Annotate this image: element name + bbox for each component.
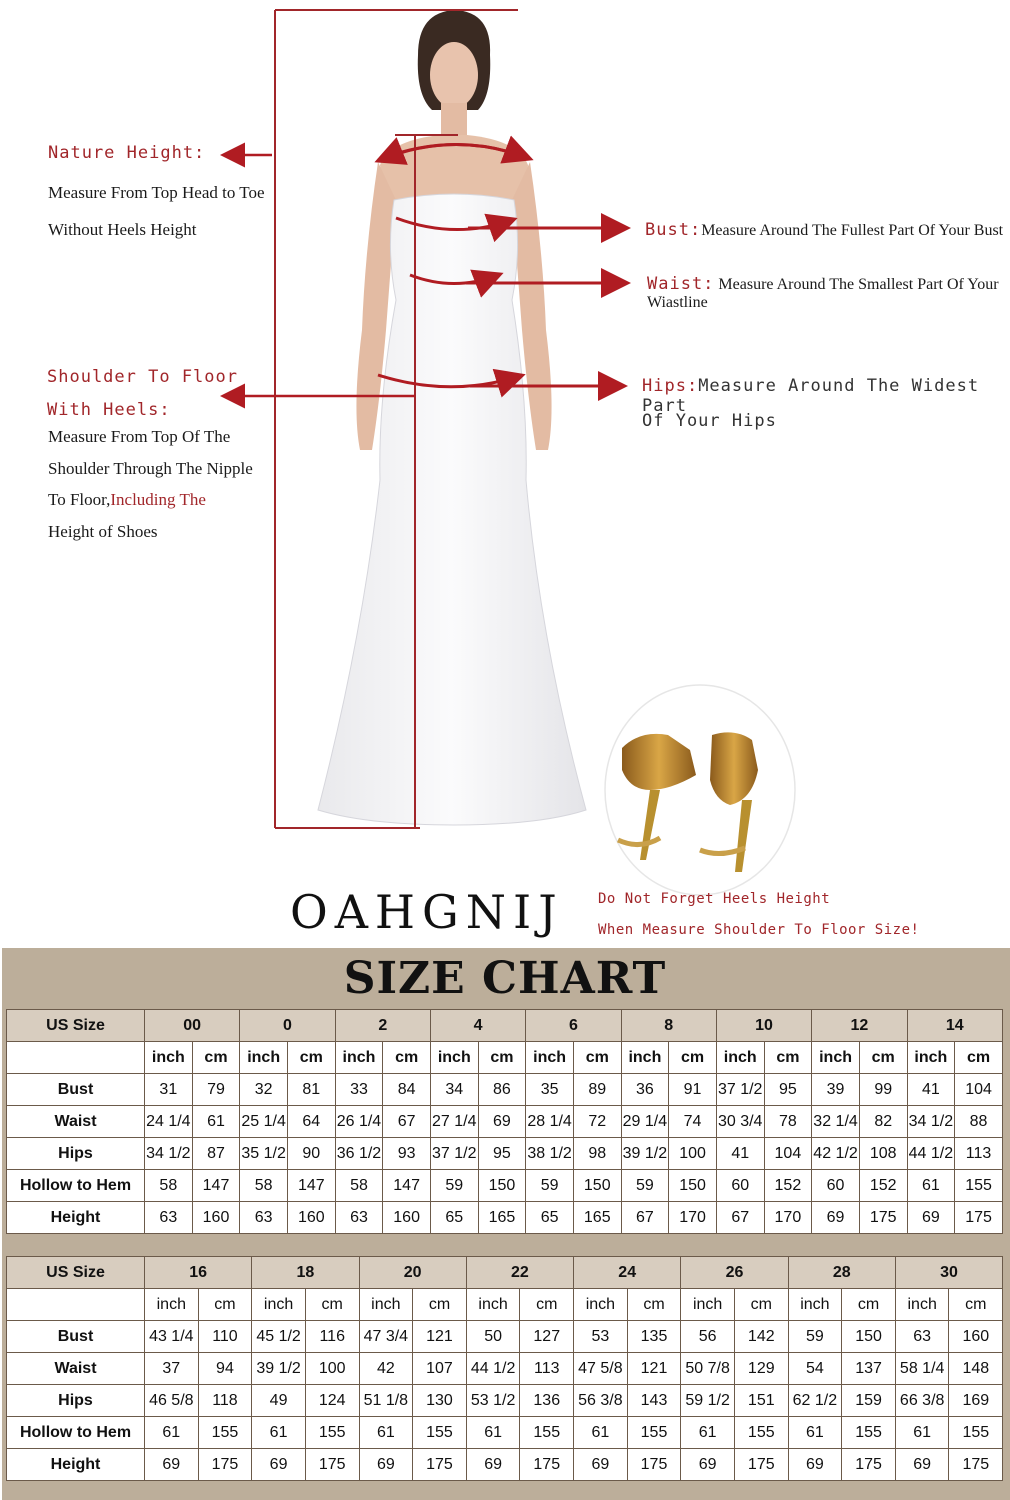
- unit-cm: cm: [669, 1042, 717, 1074]
- table-cell: 53: [574, 1321, 628, 1353]
- size-header-cell: 26: [681, 1257, 788, 1289]
- unit-cm: cm: [305, 1289, 359, 1321]
- unit-cm: cm: [949, 1289, 1003, 1321]
- table-cell: 59 1/2: [681, 1385, 735, 1417]
- table-cell: 124: [305, 1385, 359, 1417]
- table-cell: 175: [198, 1449, 252, 1481]
- table-cell: 74: [669, 1106, 717, 1138]
- table-cell: 25 1/4: [240, 1106, 288, 1138]
- table-cell: 56: [681, 1321, 735, 1353]
- table-row: [7, 1106, 1003, 1138]
- unit-cm: cm: [413, 1289, 467, 1321]
- table-cell: 46 5/8: [145, 1385, 199, 1417]
- unit-cm: cm: [383, 1042, 431, 1074]
- table-cell: 170: [764, 1202, 812, 1234]
- table-cell: 69: [466, 1449, 520, 1481]
- table-cell: 108: [859, 1138, 907, 1170]
- unit-inch: inch: [574, 1289, 628, 1321]
- table-cell: 118: [198, 1385, 252, 1417]
- table-cell: 65: [526, 1202, 574, 1234]
- waist-label: Waist:: [647, 274, 715, 294]
- unit-cm: cm: [764, 1042, 812, 1074]
- table-cell: 93: [383, 1138, 431, 1170]
- table-cell: 53 1/2: [466, 1385, 520, 1417]
- table-row: [7, 1138, 1003, 1170]
- table-cell: 104: [764, 1138, 812, 1170]
- bust-annotation: [645, 220, 1003, 240]
- table-cell: 51 1/8: [359, 1385, 413, 1417]
- table-row: [7, 1417, 1003, 1449]
- table-cell: 65: [430, 1202, 478, 1234]
- size-header-row: [7, 1010, 1003, 1042]
- table-cell: 147: [192, 1170, 240, 1202]
- shoulder-floor-desc-3b: Including The: [110, 490, 206, 509]
- table-cell: 61: [907, 1170, 955, 1202]
- table-cell: 94: [198, 1353, 252, 1385]
- unit-inch: inch: [145, 1289, 199, 1321]
- size-header-cell: 16: [145, 1257, 252, 1289]
- size-header-cell: 22: [466, 1257, 573, 1289]
- unit-inch: inch: [716, 1042, 764, 1074]
- table-cell: 34 1/2: [145, 1138, 193, 1170]
- waist-desc: Measure Around The Smallest Part Of Your Wiastline: [647, 276, 999, 311]
- table-cell: 130: [413, 1385, 467, 1417]
- table-cell: 99: [859, 1074, 907, 1106]
- table-cell: 69: [574, 1449, 628, 1481]
- table-cell: 150: [669, 1170, 717, 1202]
- table-cell: 50 7/8: [681, 1353, 735, 1385]
- table-cell: 35 1/2: [240, 1138, 288, 1170]
- size-header-cell: 12: [812, 1010, 907, 1042]
- unit-cm: cm: [198, 1289, 252, 1321]
- table-cell: 148: [949, 1353, 1003, 1385]
- table-cell: 36 1/2: [335, 1138, 383, 1170]
- table-cell: 81: [287, 1074, 335, 1106]
- table-cell: 155: [734, 1417, 788, 1449]
- row-label: Hips: [7, 1385, 145, 1417]
- row-label: Waist: [7, 1106, 145, 1138]
- table-cell: 107: [413, 1353, 467, 1385]
- table-cell: 33: [335, 1074, 383, 1106]
- table-cell: 67: [383, 1106, 431, 1138]
- table-cell: 56 3/8: [574, 1385, 628, 1417]
- table-cell: 175: [413, 1449, 467, 1481]
- shoulder-floor-desc-3: [48, 490, 206, 510]
- table-cell: 175: [859, 1202, 907, 1234]
- size-chart-title: SIZE CHART: [343, 953, 667, 1004]
- table-cell: 142: [734, 1321, 788, 1353]
- table-cell: 37 1/2: [430, 1138, 478, 1170]
- table-cell: 137: [842, 1353, 896, 1385]
- unit-inch: inch: [621, 1042, 669, 1074]
- table-cell: 129: [734, 1353, 788, 1385]
- unit-inch: inch: [466, 1289, 520, 1321]
- unit-corner: [7, 1289, 145, 1321]
- table-cell: 44 1/2: [907, 1138, 955, 1170]
- table-cell: 169: [949, 1385, 1003, 1417]
- row-label: Height: [7, 1449, 145, 1481]
- table-cell: 32: [240, 1074, 288, 1106]
- unit-inch: inch: [252, 1289, 306, 1321]
- table-cell: 30 3/4: [716, 1106, 764, 1138]
- row-label: Hollow to Hem: [7, 1170, 145, 1202]
- table-cell: 110: [198, 1321, 252, 1353]
- table-cell: 58: [240, 1170, 288, 1202]
- unit-inch: inch: [812, 1042, 860, 1074]
- table-cell: 113: [520, 1353, 574, 1385]
- hips-desc: Measure Around The Widest Part: [642, 376, 980, 416]
- shoulder-floor-desc-2: Shoulder Through The Nipple: [48, 459, 253, 478]
- unit-inch: inch: [335, 1042, 383, 1074]
- shoulder-floor-desc-4: Height of Shoes: [48, 522, 158, 541]
- table-cell: 155: [198, 1417, 252, 1449]
- table-cell: 175: [842, 1449, 896, 1481]
- table-cell: 61: [145, 1417, 199, 1449]
- table-cell: 39: [812, 1074, 860, 1106]
- unit-corner: [7, 1042, 145, 1074]
- table-cell: 32 1/4: [812, 1106, 860, 1138]
- table-cell: 98: [573, 1138, 621, 1170]
- table-cell: 69: [895, 1449, 949, 1481]
- table-cell: 47 3/4: [359, 1321, 413, 1353]
- nature-height-desc: Measure From Top Head to Toe: [48, 183, 265, 202]
- table-cell: 86: [478, 1074, 526, 1106]
- table-cell: 26 1/4: [335, 1106, 383, 1138]
- table-cell: 67: [621, 1202, 669, 1234]
- table-cell: 175: [520, 1449, 574, 1481]
- table-cell: 50: [466, 1321, 520, 1353]
- table-cell: 59: [788, 1321, 842, 1353]
- unit-row: [7, 1042, 1003, 1074]
- table-cell: 34 1/2: [907, 1106, 955, 1138]
- unit-cm: cm: [859, 1042, 907, 1074]
- table-cell: 36: [621, 1074, 669, 1106]
- table-cell: 121: [627, 1353, 681, 1385]
- unit-cm: cm: [478, 1042, 526, 1074]
- table-cell: 165: [573, 1202, 621, 1234]
- shoulder-floor-desc-1: Measure From Top Of The: [48, 427, 231, 446]
- unit-inch: inch: [895, 1289, 949, 1321]
- unit-inch: inch: [240, 1042, 288, 1074]
- size-table-2: [6, 1256, 1003, 1481]
- table-cell: 28 1/4: [526, 1106, 574, 1138]
- size-header-cell: 2: [335, 1010, 430, 1042]
- size-header-cell: 30: [895, 1257, 1002, 1289]
- unit-cm: cm: [192, 1042, 240, 1074]
- table-row: [7, 1321, 1003, 1353]
- table-cell: 44 1/2: [466, 1353, 520, 1385]
- unit-row: [7, 1289, 1003, 1321]
- table-cell: 175: [627, 1449, 681, 1481]
- table-cell: 69: [252, 1449, 306, 1481]
- table-cell: 59: [526, 1170, 574, 1202]
- table-cell: 104: [955, 1074, 1003, 1106]
- table-cell: 100: [669, 1138, 717, 1170]
- bust-label: Bust:: [645, 220, 702, 240]
- table-cell: 43 1/4: [145, 1321, 199, 1353]
- table-cell: 37: [145, 1353, 199, 1385]
- unit-inch: inch: [430, 1042, 478, 1074]
- table-row: [7, 1074, 1003, 1106]
- table-cell: 69: [145, 1449, 199, 1481]
- unit-cm: cm: [627, 1289, 681, 1321]
- size-header-cell: 20: [359, 1257, 466, 1289]
- nature-height-title: Nature Height:: [48, 143, 206, 163]
- table-cell: 88: [955, 1106, 1003, 1138]
- table-cell: 35: [526, 1074, 574, 1106]
- table-cell: 69: [812, 1202, 860, 1234]
- size-table-1: [6, 1009, 1003, 1234]
- table-cell: 135: [627, 1321, 681, 1353]
- table-row: [7, 1385, 1003, 1417]
- table-cell: 62 1/2: [788, 1385, 842, 1417]
- table-cell: 69: [788, 1449, 842, 1481]
- table-cell: 155: [949, 1417, 1003, 1449]
- table-cell: 69: [478, 1106, 526, 1138]
- table-cell: 100: [305, 1353, 359, 1385]
- row-label: Hips: [7, 1138, 145, 1170]
- table-cell: 159: [842, 1385, 896, 1417]
- table-cell: 155: [955, 1170, 1003, 1202]
- table-cell: 136: [520, 1385, 574, 1417]
- table-cell: 175: [949, 1449, 1003, 1481]
- table-cell: 58: [335, 1170, 383, 1202]
- unit-cm: cm: [734, 1289, 788, 1321]
- table-cell: 67: [716, 1202, 764, 1234]
- table-cell: 63: [240, 1202, 288, 1234]
- table-cell: 95: [764, 1074, 812, 1106]
- table-cell: 79: [192, 1074, 240, 1106]
- table-cell: 61: [252, 1417, 306, 1449]
- table-cell: 59: [430, 1170, 478, 1202]
- row-label: Hollow to Hem: [7, 1417, 145, 1449]
- table-cell: 61: [788, 1417, 842, 1449]
- size-header-cell: 6: [526, 1010, 621, 1042]
- table-cell: 91: [669, 1074, 717, 1106]
- row-label: Waist: [7, 1353, 145, 1385]
- table-cell: 151: [734, 1385, 788, 1417]
- shoulder-floor-desc-3a: To Floor,: [48, 490, 111, 509]
- table-cell: 60: [812, 1170, 860, 1202]
- table-cell: 121: [413, 1321, 467, 1353]
- table-cell: 41: [907, 1074, 955, 1106]
- size-header-cell: 4: [430, 1010, 525, 1042]
- waist-annotation: [647, 274, 1010, 312]
- table-cell: 47 5/8: [574, 1353, 628, 1385]
- table-cell: 39 1/2: [252, 1353, 306, 1385]
- heels-note-1: Do Not Forget Heels Height: [598, 891, 831, 907]
- row-label: Height: [7, 1202, 145, 1234]
- table-cell: 160: [287, 1202, 335, 1234]
- us-size-header: US Size: [7, 1010, 145, 1042]
- table-cell: 42 1/2: [812, 1138, 860, 1170]
- table-cell: 147: [287, 1170, 335, 1202]
- table-cell: 165: [478, 1202, 526, 1234]
- table-cell: 147: [383, 1170, 431, 1202]
- table-cell: 69: [359, 1449, 413, 1481]
- table-row: [7, 1449, 1003, 1481]
- table-cell: 78: [764, 1106, 812, 1138]
- table-cell: 72: [573, 1106, 621, 1138]
- hips-label: Hips:: [642, 376, 699, 396]
- table-cell: 61: [466, 1417, 520, 1449]
- unit-inch: inch: [788, 1289, 842, 1321]
- table-cell: 60: [716, 1170, 764, 1202]
- bust-desc: Measure Around The Fullest Part Of Your Bust: [701, 222, 1004, 239]
- table-cell: 61: [359, 1417, 413, 1449]
- table-cell: 54: [788, 1353, 842, 1385]
- size-header-cell: 8: [621, 1010, 716, 1042]
- shoulder-floor-title-2: With Heels:: [47, 400, 171, 420]
- unit-cm: cm: [520, 1289, 574, 1321]
- table-cell: 89: [573, 1074, 621, 1106]
- unit-cm: cm: [955, 1042, 1003, 1074]
- table-cell: 152: [764, 1170, 812, 1202]
- table-cell: 82: [859, 1106, 907, 1138]
- table-cell: 61: [681, 1417, 735, 1449]
- table-cell: 95: [478, 1138, 526, 1170]
- table-cell: 175: [734, 1449, 788, 1481]
- table-cell: 24 1/4: [145, 1106, 193, 1138]
- table-cell: 31: [145, 1074, 193, 1106]
- unit-inch: inch: [907, 1042, 955, 1074]
- table-cell: 58 1/4: [895, 1353, 949, 1385]
- shoulder-floor-title: Shoulder To Floor: [47, 367, 238, 387]
- table-cell: 69: [907, 1202, 955, 1234]
- size-header-cell: 0: [240, 1010, 335, 1042]
- row-label: Bust: [7, 1321, 145, 1353]
- unit-inch: inch: [145, 1042, 193, 1074]
- table-cell: 150: [573, 1170, 621, 1202]
- table-cell: 160: [383, 1202, 431, 1234]
- table-cell: 61: [895, 1417, 949, 1449]
- unit-inch: inch: [681, 1289, 735, 1321]
- table-cell: 39 1/2: [621, 1138, 669, 1170]
- unit-cm: cm: [573, 1042, 621, 1074]
- table-cell: 61: [574, 1417, 628, 1449]
- table-cell: 155: [842, 1417, 896, 1449]
- table-cell: 152: [859, 1170, 907, 1202]
- size-header-row: [7, 1257, 1003, 1289]
- size-header-cell: 00: [145, 1010, 240, 1042]
- unit-inch: inch: [359, 1289, 413, 1321]
- size-header-cell: 28: [788, 1257, 895, 1289]
- size-header-cell: 14: [907, 1010, 1002, 1042]
- row-label: Bust: [7, 1074, 145, 1106]
- size-header-cell: 10: [716, 1010, 811, 1042]
- table-cell: 41: [716, 1138, 764, 1170]
- table-cell: 69: [681, 1449, 735, 1481]
- table-cell: 160: [192, 1202, 240, 1234]
- hips-annotation: [642, 376, 1010, 416]
- table-cell: 155: [520, 1417, 574, 1449]
- nature-height-note: Without Heels Height: [48, 220, 197, 239]
- table-cell: 45 1/2: [252, 1321, 306, 1353]
- table-cell: 63: [335, 1202, 383, 1234]
- table-cell: 170: [669, 1202, 717, 1234]
- unit-cm: cm: [287, 1042, 335, 1074]
- table-cell: 155: [627, 1417, 681, 1449]
- table-cell: 160: [949, 1321, 1003, 1353]
- table-cell: 150: [478, 1170, 526, 1202]
- table-row: [7, 1202, 1003, 1234]
- table-row: [7, 1170, 1003, 1202]
- unit-inch: inch: [526, 1042, 574, 1074]
- size-header-cell: 24: [574, 1257, 681, 1289]
- table-cell: 38 1/2: [526, 1138, 574, 1170]
- heels-note-2: When Measure Shoulder To Floor Size!: [598, 922, 920, 938]
- table-cell: 66 3/8: [895, 1385, 949, 1417]
- table-cell: 58: [145, 1170, 193, 1202]
- table-cell: 127: [520, 1321, 574, 1353]
- table-cell: 90: [287, 1138, 335, 1170]
- table-cell: 59: [621, 1170, 669, 1202]
- table-cell: 87: [192, 1138, 240, 1170]
- table-cell: 49: [252, 1385, 306, 1417]
- us-size-header: US Size: [7, 1257, 145, 1289]
- size-header-cell: 18: [252, 1257, 359, 1289]
- unit-cm: cm: [842, 1289, 896, 1321]
- table-cell: 84: [383, 1074, 431, 1106]
- table-cell: 175: [305, 1449, 359, 1481]
- table-cell: 63: [895, 1321, 949, 1353]
- heels-image: [605, 685, 795, 895]
- table-cell: 116: [305, 1321, 359, 1353]
- table-cell: 29 1/4: [621, 1106, 669, 1138]
- table-cell: 175: [955, 1202, 1003, 1234]
- brand-logo: OAHGNIJ: [290, 885, 564, 939]
- table-cell: 150: [842, 1321, 896, 1353]
- table-cell: 34: [430, 1074, 478, 1106]
- table-cell: 155: [305, 1417, 359, 1449]
- table-cell: 113: [955, 1138, 1003, 1170]
- table-cell: 61: [192, 1106, 240, 1138]
- table-cell: 143: [627, 1385, 681, 1417]
- table-cell: 155: [413, 1417, 467, 1449]
- table-cell: 42: [359, 1353, 413, 1385]
- table-cell: 37 1/2: [716, 1074, 764, 1106]
- model-figure: [318, 10, 586, 825]
- hips-desc-2: Of Your Hips: [642, 411, 777, 431]
- table-cell: 64: [287, 1106, 335, 1138]
- table-cell: 63: [145, 1202, 193, 1234]
- table-row: [7, 1353, 1003, 1385]
- table-cell: 27 1/4: [430, 1106, 478, 1138]
